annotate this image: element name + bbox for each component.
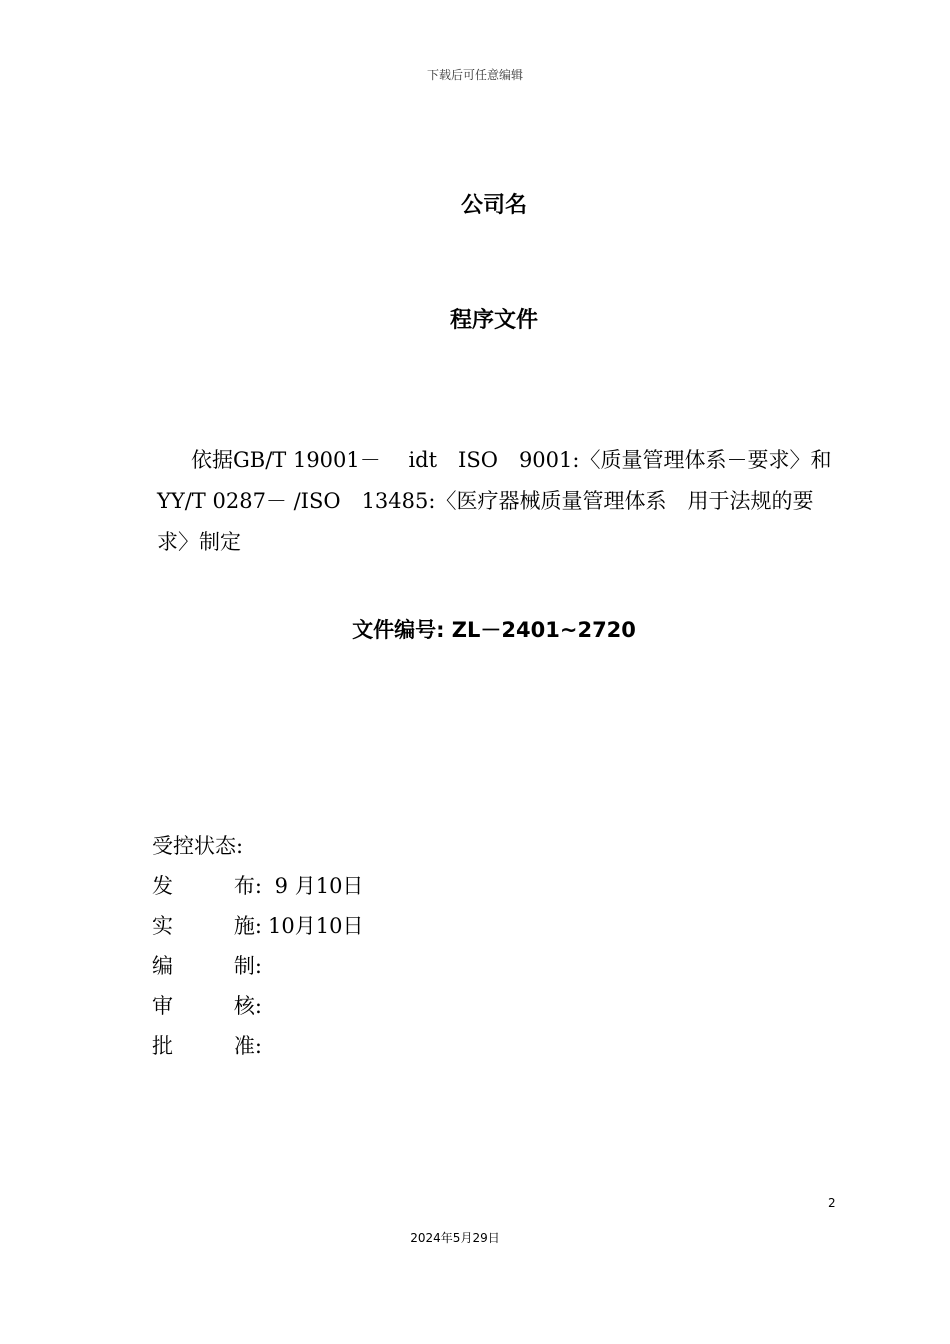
control-status-heading [152, 826, 652, 866]
company-name: 公司名 [460, 193, 527, 218]
status-value-issue: 9 月10日 [268, 874, 364, 898]
status-label-part: 审 [152, 994, 173, 1018]
document-number: 文件编号: ZL－2401~2720 [352, 618, 636, 642]
status-label-part: 准: [233, 1034, 262, 1058]
status-label-part: 实 [152, 914, 173, 938]
standards-basis-paragraph [157, 440, 837, 563]
status-label-part: 批 [152, 1034, 173, 1058]
status-label-implement [152, 906, 262, 946]
document-type-title: 程序文件 [449, 308, 538, 333]
status-row-prepared [152, 946, 652, 986]
control-status-block [152, 826, 652, 1066]
status-label-part: 施: [233, 914, 262, 938]
status-label-part: 编 [152, 954, 173, 978]
control-status-heading-text: 受控状态: [152, 834, 244, 858]
status-label-part: 制: [233, 954, 262, 978]
status-label-part: 核: [233, 994, 262, 1018]
status-label-approved [152, 1026, 262, 1066]
status-label-prepared [152, 946, 262, 986]
status-row-approved [152, 1026, 652, 1066]
status-label-issue [152, 866, 262, 906]
status-row-reviewed [152, 986, 652, 1026]
header-note: 下载后可任意编辑 [426, 68, 523, 82]
footer-date: 2024年5月29日 [410, 1231, 500, 1245]
page-number: 2 [828, 1196, 836, 1210]
status-row-implement [152, 906, 652, 946]
status-label-part: 布: [233, 874, 262, 898]
status-label-reviewed [152, 986, 262, 1026]
status-label-part: 发 [152, 874, 173, 898]
status-value-implement: 10月10日 [268, 914, 364, 938]
standards-basis-text: 依据GB/T 19001－ idt ISO 9001:〈质量管理体系－要求〉和YY/T 0287－ /ISO 13485:〈医疗器械质量管理体系 用于法规的要求〉制定 [157, 448, 832, 554]
status-row-issue [152, 866, 652, 906]
